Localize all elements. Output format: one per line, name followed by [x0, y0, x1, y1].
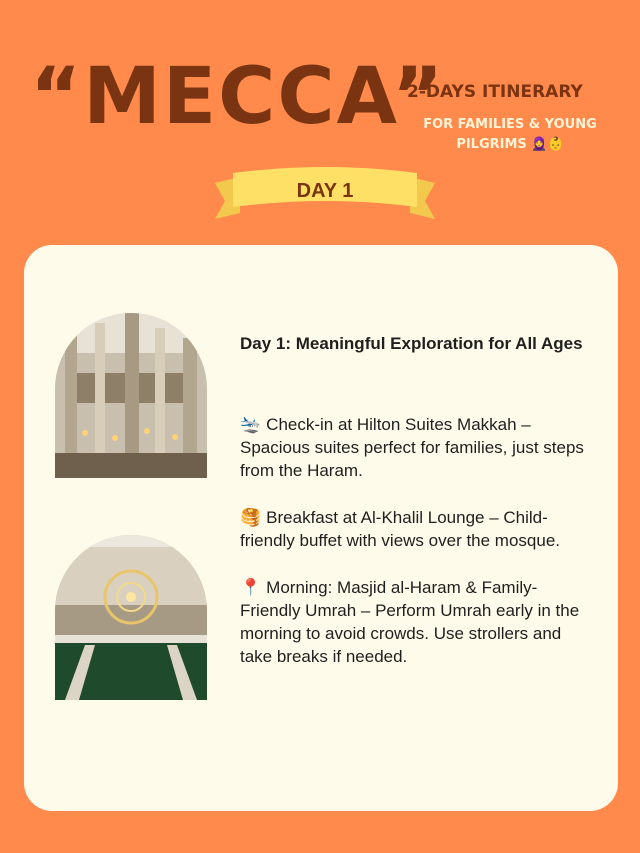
airplane-arrival-icon: 🛬 [240, 415, 262, 434]
itinerary-item-text: Breakfast at Al-Khalil Lounge – Child-friendly buffet with views over the mosque. [240, 508, 561, 550]
itinerary-item-breakfast [240, 506, 585, 552]
day-heading: Day 1: Meaningful Exploration for All Ages [240, 334, 583, 353]
pancakes-icon: 🥞 [240, 508, 262, 527]
day-label: DAY 1 [296, 180, 354, 202]
itinerary-content [240, 332, 585, 692]
page-title: “MECCA” [30, 52, 446, 142]
itinerary-item-checkin [240, 413, 585, 482]
mosque-chandelier-photo [55, 535, 207, 700]
location-pin-icon: 📍 [240, 578, 262, 597]
itinerary-item-text: Morning: Masjid al-Haram & Family-Friendly Umrah – Perform Umrah early in the morning to avoid crowds. Use strollers and take breaks if needed. [240, 578, 580, 666]
itinerary-item-umrah [240, 576, 585, 668]
mosque-interior-photo [55, 313, 207, 478]
itinerary-subtitle: 2-DAYS ITINERARY [407, 82, 583, 102]
itinerary-item-text: Check-in at Hilton Suites Makkah – Spacious suites perfect for families, just steps from the Haram. [240, 415, 584, 480]
audience-tagline: FOR FAMILIES & YOUNG PILGRIMS 🧕👶 [423, 117, 597, 152]
